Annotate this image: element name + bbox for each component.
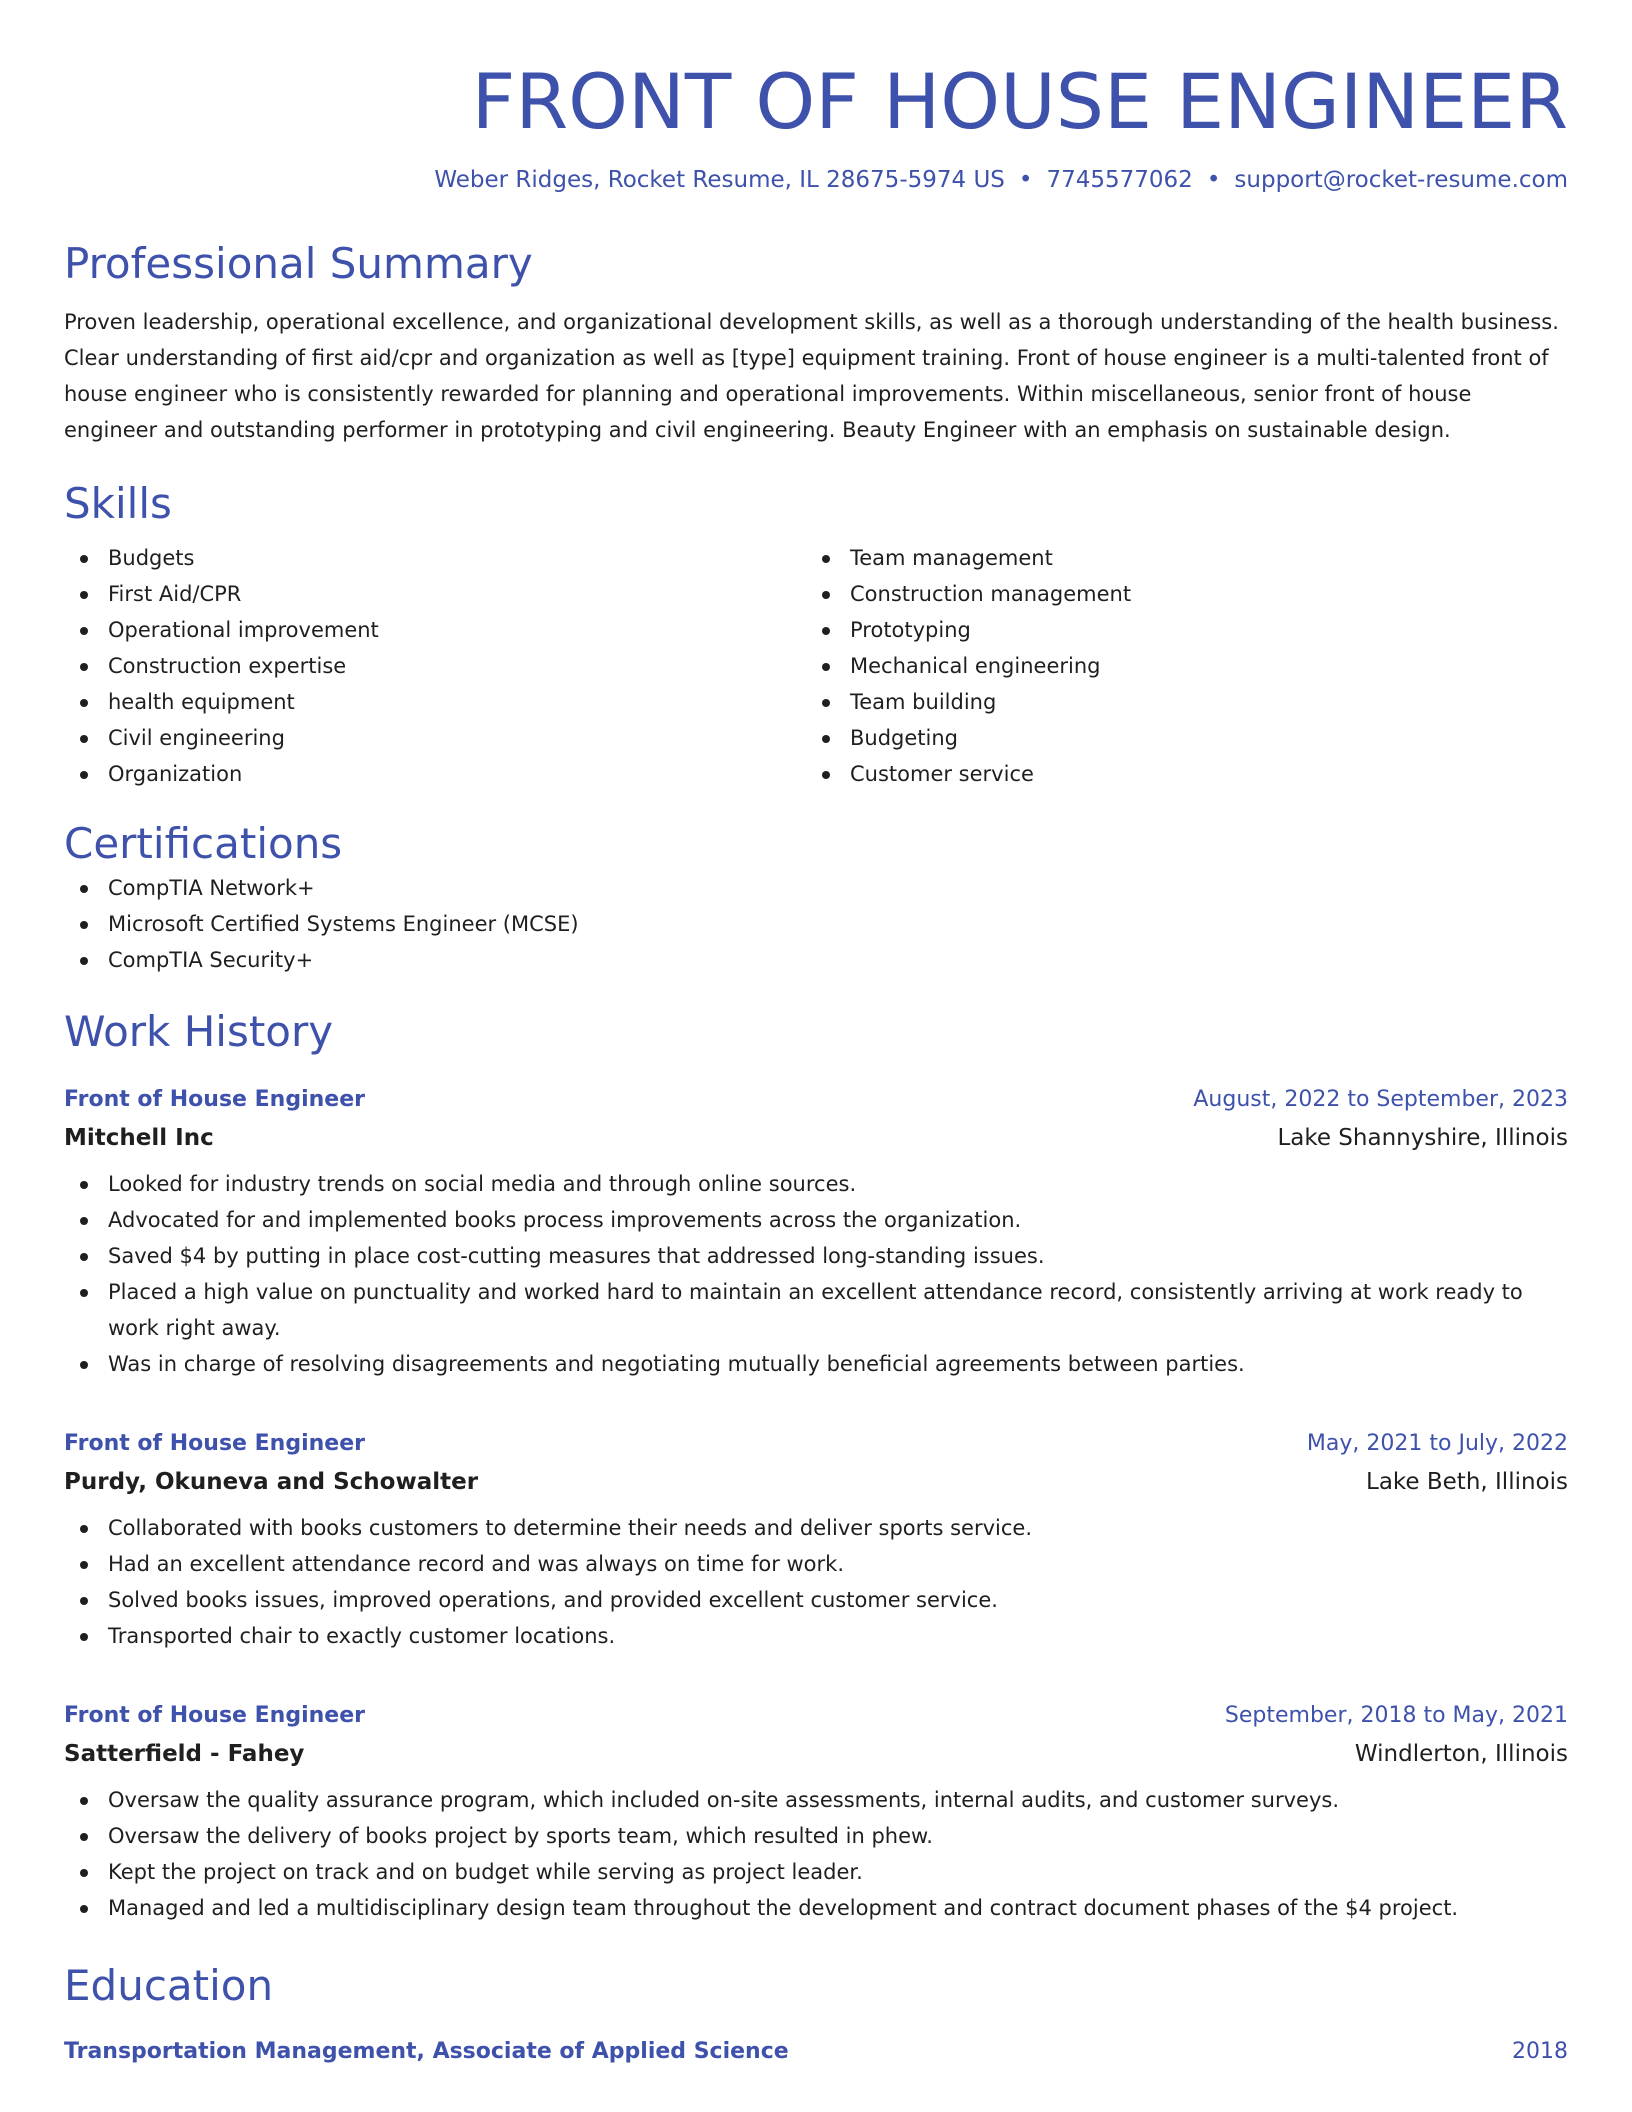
- education-entry: [64, 2034, 1568, 2070]
- job-bullet: Placed a high value on punctuality and worked hard to maintain an excellent attendance record, consistently arriving at work ready to work right away.: [64, 1274, 1568, 1346]
- job-bullet: Saved $4 by putting in place cost-cutting measures that addressed long-standing issues.: [64, 1238, 1568, 1274]
- education-heading: Education: [64, 1961, 274, 2010]
- certification-item: CompTIA Network+: [64, 870, 1568, 906]
- work-history-section: [64, 1006, 1568, 1926]
- job-dates: August, 2022 to September, 2023: [1193, 1087, 1568, 1112]
- skill-item: Customer service: [806, 756, 1548, 792]
- job-bullets: [64, 1782, 1568, 1926]
- skill-item: Construction management: [806, 576, 1548, 612]
- job-bullets: [64, 1510, 1568, 1654]
- skills-list-right: [806, 540, 1548, 792]
- summary-section: [64, 238, 1568, 448]
- job-bullet: Solved books issues, improved operations, and provided excellent customer service.: [64, 1582, 1568, 1618]
- job-bullet: Collaborated with books customers to determine their needs and deliver sports service.: [64, 1510, 1568, 1546]
- job-entry: [64, 1082, 1568, 1382]
- job-location: Lake Shannyshire, Illinois: [1277, 1125, 1568, 1151]
- skill-item: Operational improvement: [64, 612, 806, 648]
- job-title: Front of House Engineer: [64, 1703, 365, 1728]
- skill-item: Budgets: [64, 540, 806, 576]
- contact-email[interactable]: support@rocket-resume.com: [1234, 167, 1568, 193]
- skills-columns: [64, 540, 1568, 792]
- certification-item: Microsoft Certified Systems Engineer (MCSE): [64, 906, 1568, 942]
- skill-item: Team building: [806, 684, 1548, 720]
- job-bullet: Kept the project on track and on budget while serving as project leader.: [64, 1854, 1568, 1890]
- job-bullet: Had an excellent attendance record and was always on time for work.: [64, 1546, 1568, 1582]
- job-bullets: [64, 1166, 1568, 1382]
- education-section: [64, 1960, 1568, 2070]
- skill-item: Organization: [64, 756, 806, 792]
- resume-title: FRONT OF HOUSE ENGINEER: [471, 57, 1568, 146]
- certifications-heading: Certifications: [64, 819, 343, 868]
- certification-item: CompTIA Security+: [64, 942, 1568, 978]
- certifications-list: [64, 870, 1568, 978]
- job-location: Windlerton, Illinois: [1354, 1741, 1568, 1767]
- skills-section: [64, 478, 1568, 792]
- job-bullet: Was in charge of resolving disagreements and negotiating mutually beneficial agreements between parties.: [64, 1346, 1568, 1382]
- job-company: Purdy, Okuneva and Schowalter: [64, 1469, 479, 1495]
- job-title: Front of House Engineer: [64, 1431, 365, 1456]
- job-bullet: Transported chair to exactly customer locations.: [64, 1618, 1568, 1654]
- job-bullet: Advocated for and implemented books process improvements across the organization.: [64, 1202, 1568, 1238]
- education-year: 2018: [1512, 2039, 1568, 2064]
- skill-item: Team management: [806, 540, 1548, 576]
- skill-item: health equipment: [64, 684, 806, 720]
- job-dates: May, 2021 to July, 2022: [1306, 1431, 1568, 1456]
- work-history-heading: Work History: [64, 1007, 334, 1056]
- education-degree: Transportation Management, Associate of Applied Science: [64, 2039, 789, 2064]
- skill-item: First Aid/CPR: [64, 576, 806, 612]
- contact-line: [64, 164, 1568, 196]
- job-bullet: Managed and led a multidisciplinary design team throughout the development and contract document phases of the $4 project.: [64, 1890, 1568, 1926]
- job-dates: September, 2018 to May, 2021: [1224, 1703, 1568, 1728]
- contact-separator: •: [1018, 167, 1033, 193]
- job-entry: [64, 1426, 1568, 1654]
- skill-item: Budgeting: [806, 720, 1548, 756]
- contact-separator: •: [1206, 167, 1221, 193]
- contact-phone: 7745577062: [1046, 167, 1193, 193]
- skills-heading: Skills: [64, 479, 172, 528]
- job-bullet: Oversaw the quality assurance program, which included on-site assessments, internal audits, and customer surveys.: [64, 1782, 1568, 1818]
- skill-item: Mechanical engineering: [806, 648, 1548, 684]
- job-bullet: Oversaw the delivery of books project by sports team, which resulted in phew.: [64, 1818, 1568, 1854]
- job-location: Lake Beth, Illinois: [1366, 1469, 1568, 1495]
- summary-heading: Professional Summary: [64, 239, 533, 288]
- job-title: Front of House Engineer: [64, 1087, 365, 1112]
- summary-text: Proven leadership, operational excellence, and organizational development skills, as well as a thorough understanding of the health business. Clear understanding of first aid/cpr and organization as well as [type] equipment training. Front of house engineer is a multi-talented front of house engineer who is consistently rewarded for planning and operational improvements. Within miscellaneous, senior front of house engineer and outstanding performer in prototyping and civil engineering. Beauty Engineer with an emphasis on sustainable design.: [64, 310, 1559, 442]
- job-company: Satterfield - Fahey: [64, 1741, 305, 1767]
- skill-item: Prototyping: [806, 612, 1548, 648]
- contact-address: Weber Ridges, Rocket Resume, IL 28675-5974 US: [434, 167, 1005, 193]
- job-bullet: Looked for industry trends on social media and through online sources.: [64, 1166, 1568, 1202]
- job-company: Mitchell Inc: [64, 1125, 214, 1151]
- skill-item: Civil engineering: [64, 720, 806, 756]
- skill-item: Construction expertise: [64, 648, 806, 684]
- skills-list-left: [64, 540, 806, 792]
- certifications-section: [64, 818, 1568, 978]
- job-entry: [64, 1698, 1568, 1926]
